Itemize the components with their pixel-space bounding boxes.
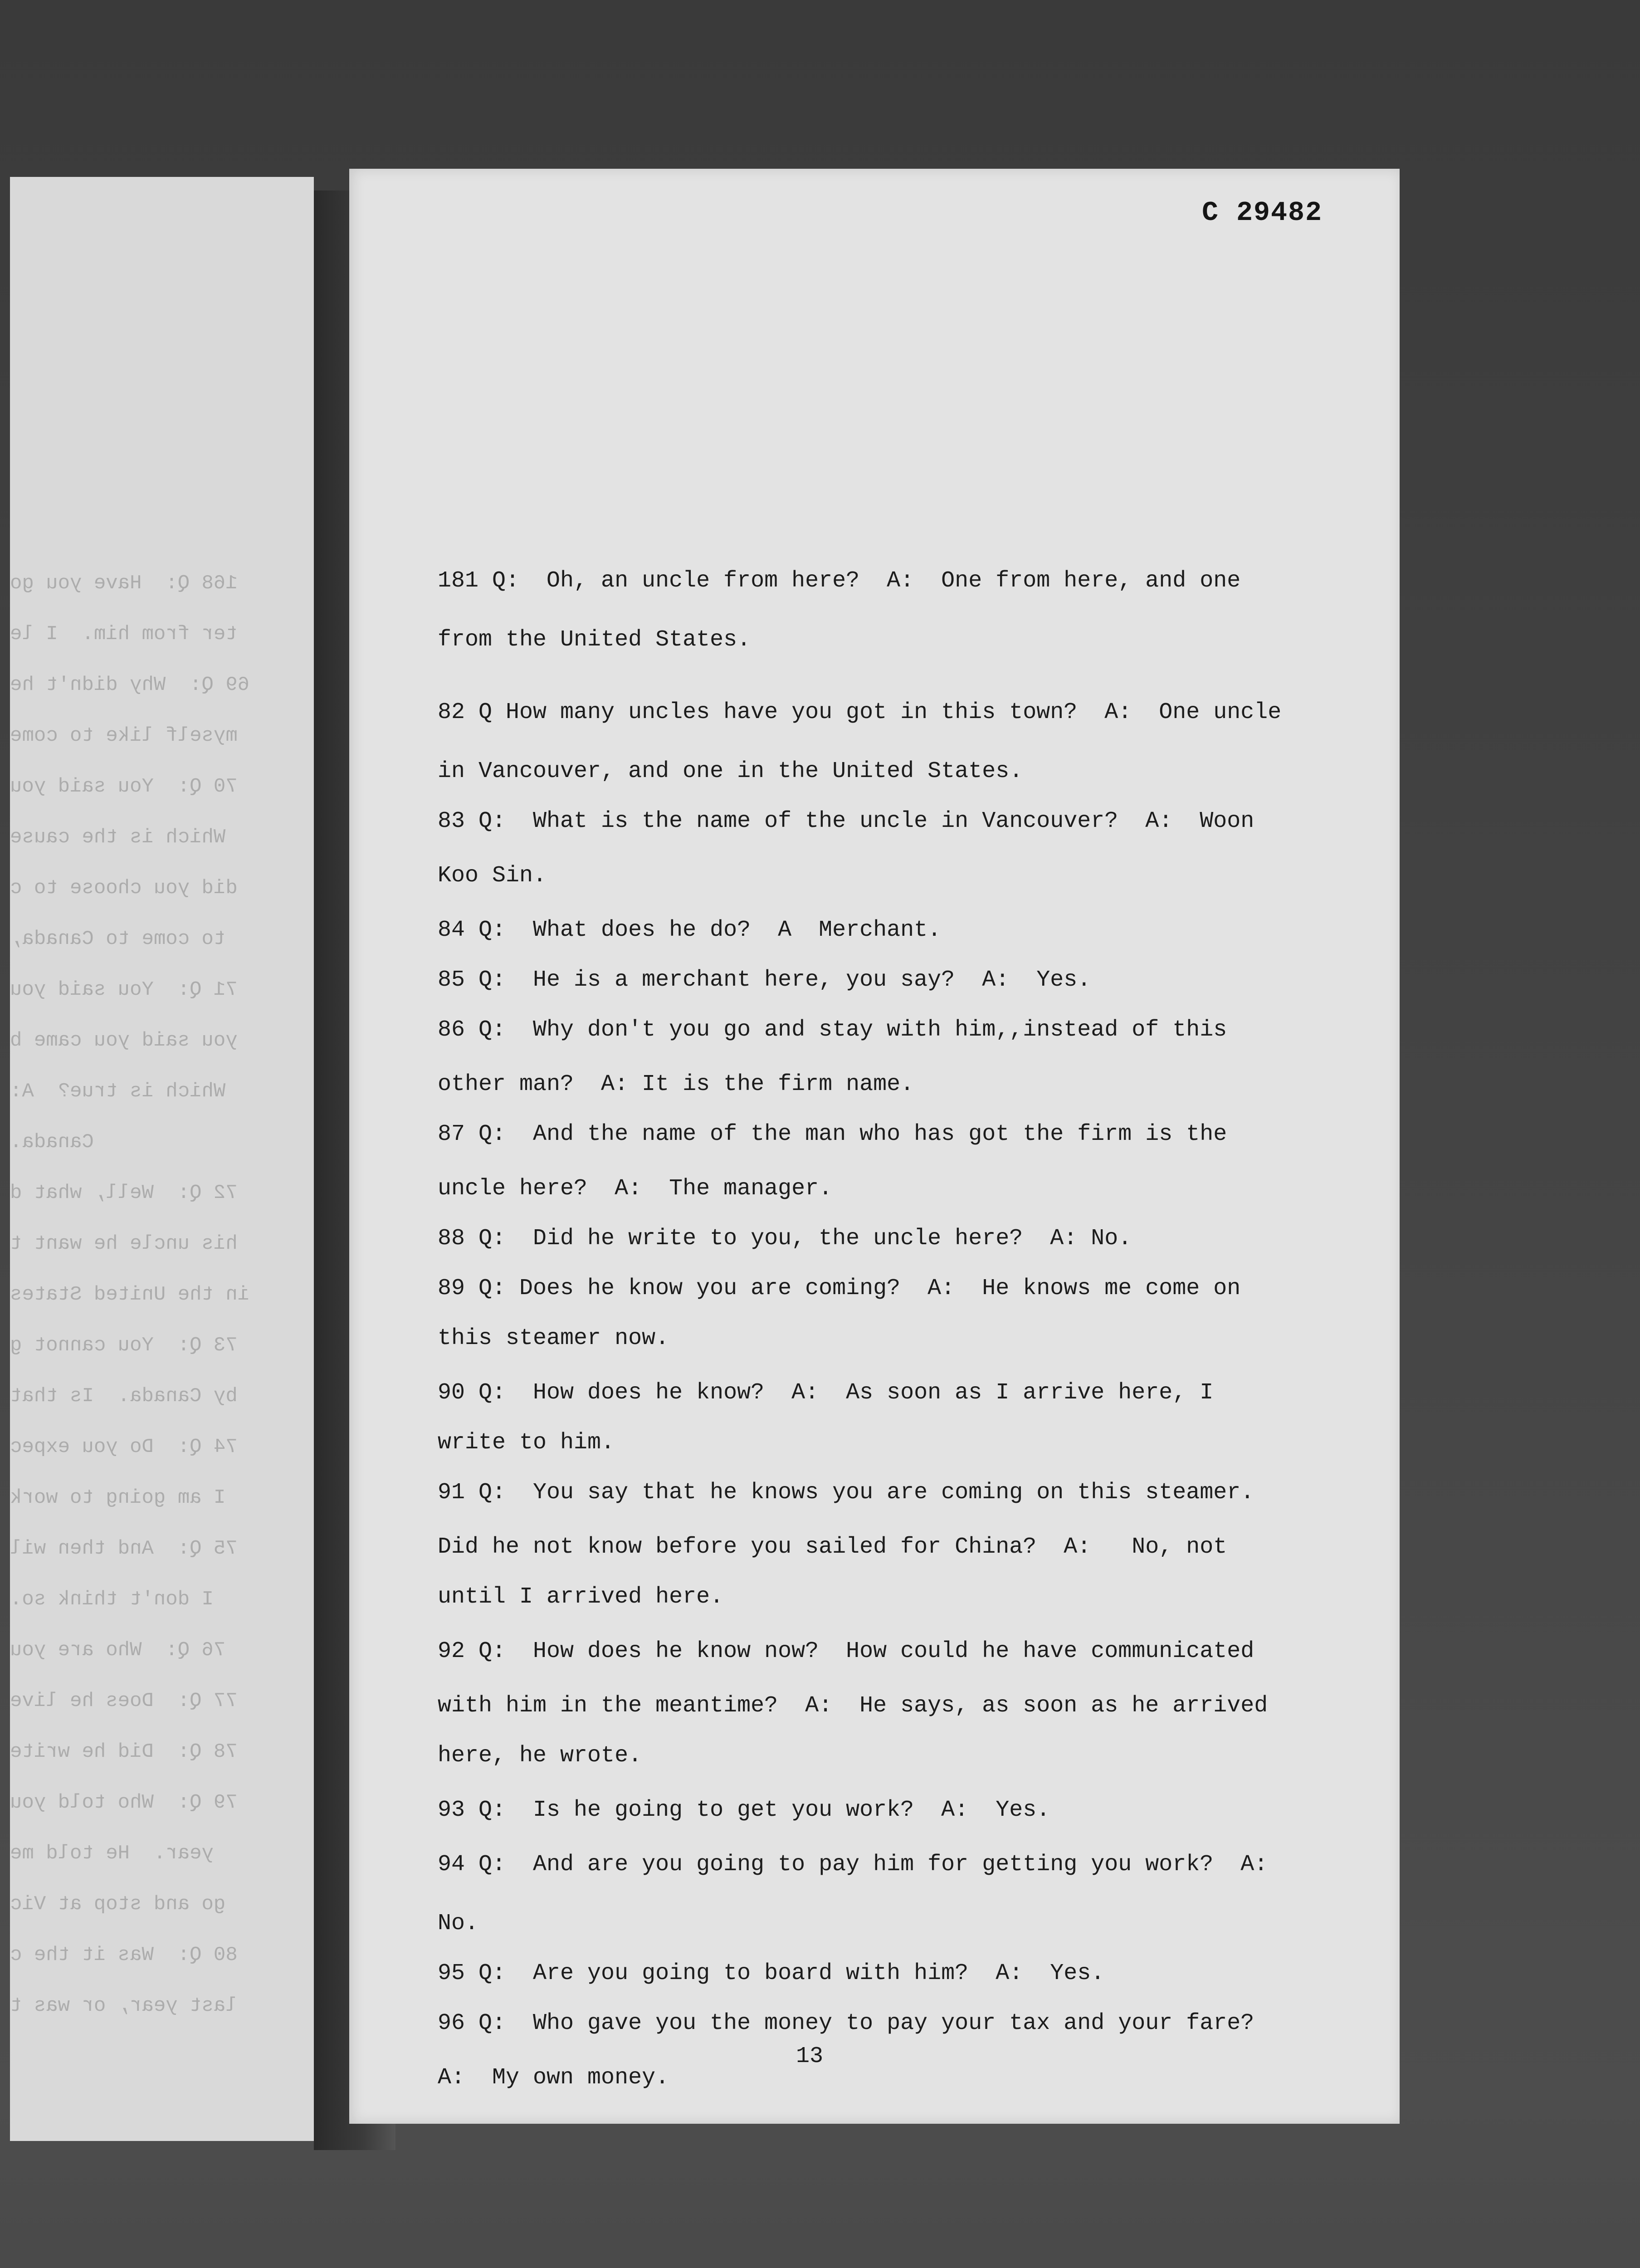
ghost-line: ter from him. I le <box>10 623 238 645</box>
ghost-line: 69 Q: Why didn't he <box>10 674 250 696</box>
left-page-bleed-through-text <box>10 558 309 2031</box>
ghost-line: 71 Q: You said you <box>10 978 238 1001</box>
ghost-line: Canada. <box>10 1131 94 1154</box>
transcript-line: from the United States. <box>438 627 751 653</box>
transcript-line: 89 Q: Does he know you are coming? A: He knows me come on <box>438 1276 1241 1301</box>
transcript-line: Koo Sin. <box>438 863 547 889</box>
ghost-line: 77 Q: Does he live <box>10 1690 238 1712</box>
ghost-line: his uncle he want t <box>10 1232 238 1255</box>
page-number: 13 <box>796 2043 824 2069</box>
ghost-line: I don't think so. <box>10 1588 214 1611</box>
transcript-line: other man? A: It is the firm name. <box>438 1071 914 1097</box>
transcript-line: 92 Q: How does he know now? How could he have communicated <box>438 1638 1254 1664</box>
transcript-line: in Vancouver, and one in the United States. <box>438 758 1023 784</box>
transcript-line: uncle here? A: The manager. <box>438 1176 833 1202</box>
transcript-line: this steamer now. <box>438 1325 669 1351</box>
ghost-line: myself like to come <box>10 724 238 747</box>
transcript-line: 87 Q: And the name of the man who has got the firm is the <box>438 1121 1227 1147</box>
transcript-line: write to him. <box>438 1430 615 1456</box>
transcript-line: 181 Q: Oh, an uncle from here? A: One from here, and one <box>438 568 1241 594</box>
ghost-line: 80 Q: Was it the c <box>10 1944 238 1966</box>
ghost-line: go and stop at Vic <box>10 1893 226 1916</box>
transcript-line: 83 Q: What is the name of the uncle in Vancouver? A: Woon <box>438 808 1254 834</box>
ghost-line: 72 Q: Well, what d <box>10 1182 238 1204</box>
page-identifier: C 29482 <box>1201 198 1323 229</box>
transcript-line: 93 Q: Is he going to get you work? A: Yes. <box>438 1797 1050 1823</box>
transcript-line: with him in the meantime? A: He says, as soon as he arrived <box>438 1693 1268 1719</box>
transcript-line: 90 Q: How does he know? A: As soon as I arrive here, I <box>438 1380 1214 1406</box>
transcript-line: 96 Q: Who gave you the money to pay your tax and your fare? <box>438 2010 1254 2036</box>
transcript-line: here, he wrote. <box>438 1743 642 1769</box>
left-facing-page <box>10 177 314 2141</box>
transcript-line: 88 Q: Did he write to you, the uncle here? A: No. <box>438 1226 1132 1251</box>
transcript-line: until I arrived here. <box>438 1584 724 1610</box>
transcript-page <box>349 169 1400 2124</box>
transcript-line: 86 Q: Why don't you go and stay with him,,instead of this <box>438 1017 1227 1043</box>
ghost-line: 168 Q: Have you go <box>10 572 238 595</box>
transcript-line: A: My own money. <box>438 2065 669 2091</box>
ghost-line: did you choose to c <box>10 877 238 899</box>
ghost-line: 74 Q: Do you expec <box>10 1436 238 1458</box>
transcript-line: 95 Q: Are you going to board with him? A: Yes. <box>438 1960 1105 1986</box>
ghost-line: 73 Q: You cannot g <box>10 1334 238 1357</box>
transcript-line: 84 Q: What does he do? A Merchant. <box>438 917 942 943</box>
ghost-line: you said you came b <box>10 1029 238 1052</box>
ghost-line: to come to Canada, <box>10 928 226 950</box>
ghost-line: 70 Q: You said you <box>10 775 238 798</box>
ghost-line: by Canada. Is that <box>10 1385 238 1408</box>
ghost-line: I am going to work <box>10 1486 226 1509</box>
transcript-line: 94 Q: And are you going to pay him for getting you work? A: <box>438 1852 1268 1877</box>
ghost-line: 75 Q: And then wil <box>10 1537 238 1560</box>
transcript-line: 82 Q How many uncles have you got in this town? A: One uncle <box>438 699 1282 725</box>
ghost-line: 78 Q: Did he write <box>10 1740 238 1763</box>
ghost-line: in the United States <box>10 1283 250 1306</box>
ghost-line: 79 Q: Who told you <box>10 1791 238 1814</box>
transcript-line: 85 Q: He is a merchant here, you say? A: Yes. <box>438 967 1091 993</box>
transcript-line: 91 Q: You say that he knows you are coming on this steamer. <box>438 1480 1254 1505</box>
ghost-line: Which is true? A: <box>10 1080 226 1103</box>
ghost-line: 76 Q: Who are you <box>10 1639 226 1662</box>
ghost-line: year. He told me <box>10 1842 214 1865</box>
transcript-line: No. <box>438 1911 479 1936</box>
transcript-line: Did he not know before you sailed for China? A: No, not <box>438 1534 1227 1560</box>
ghost-line: Which is the cause <box>10 826 226 849</box>
ghost-line: last year, or was t <box>10 1994 238 2017</box>
